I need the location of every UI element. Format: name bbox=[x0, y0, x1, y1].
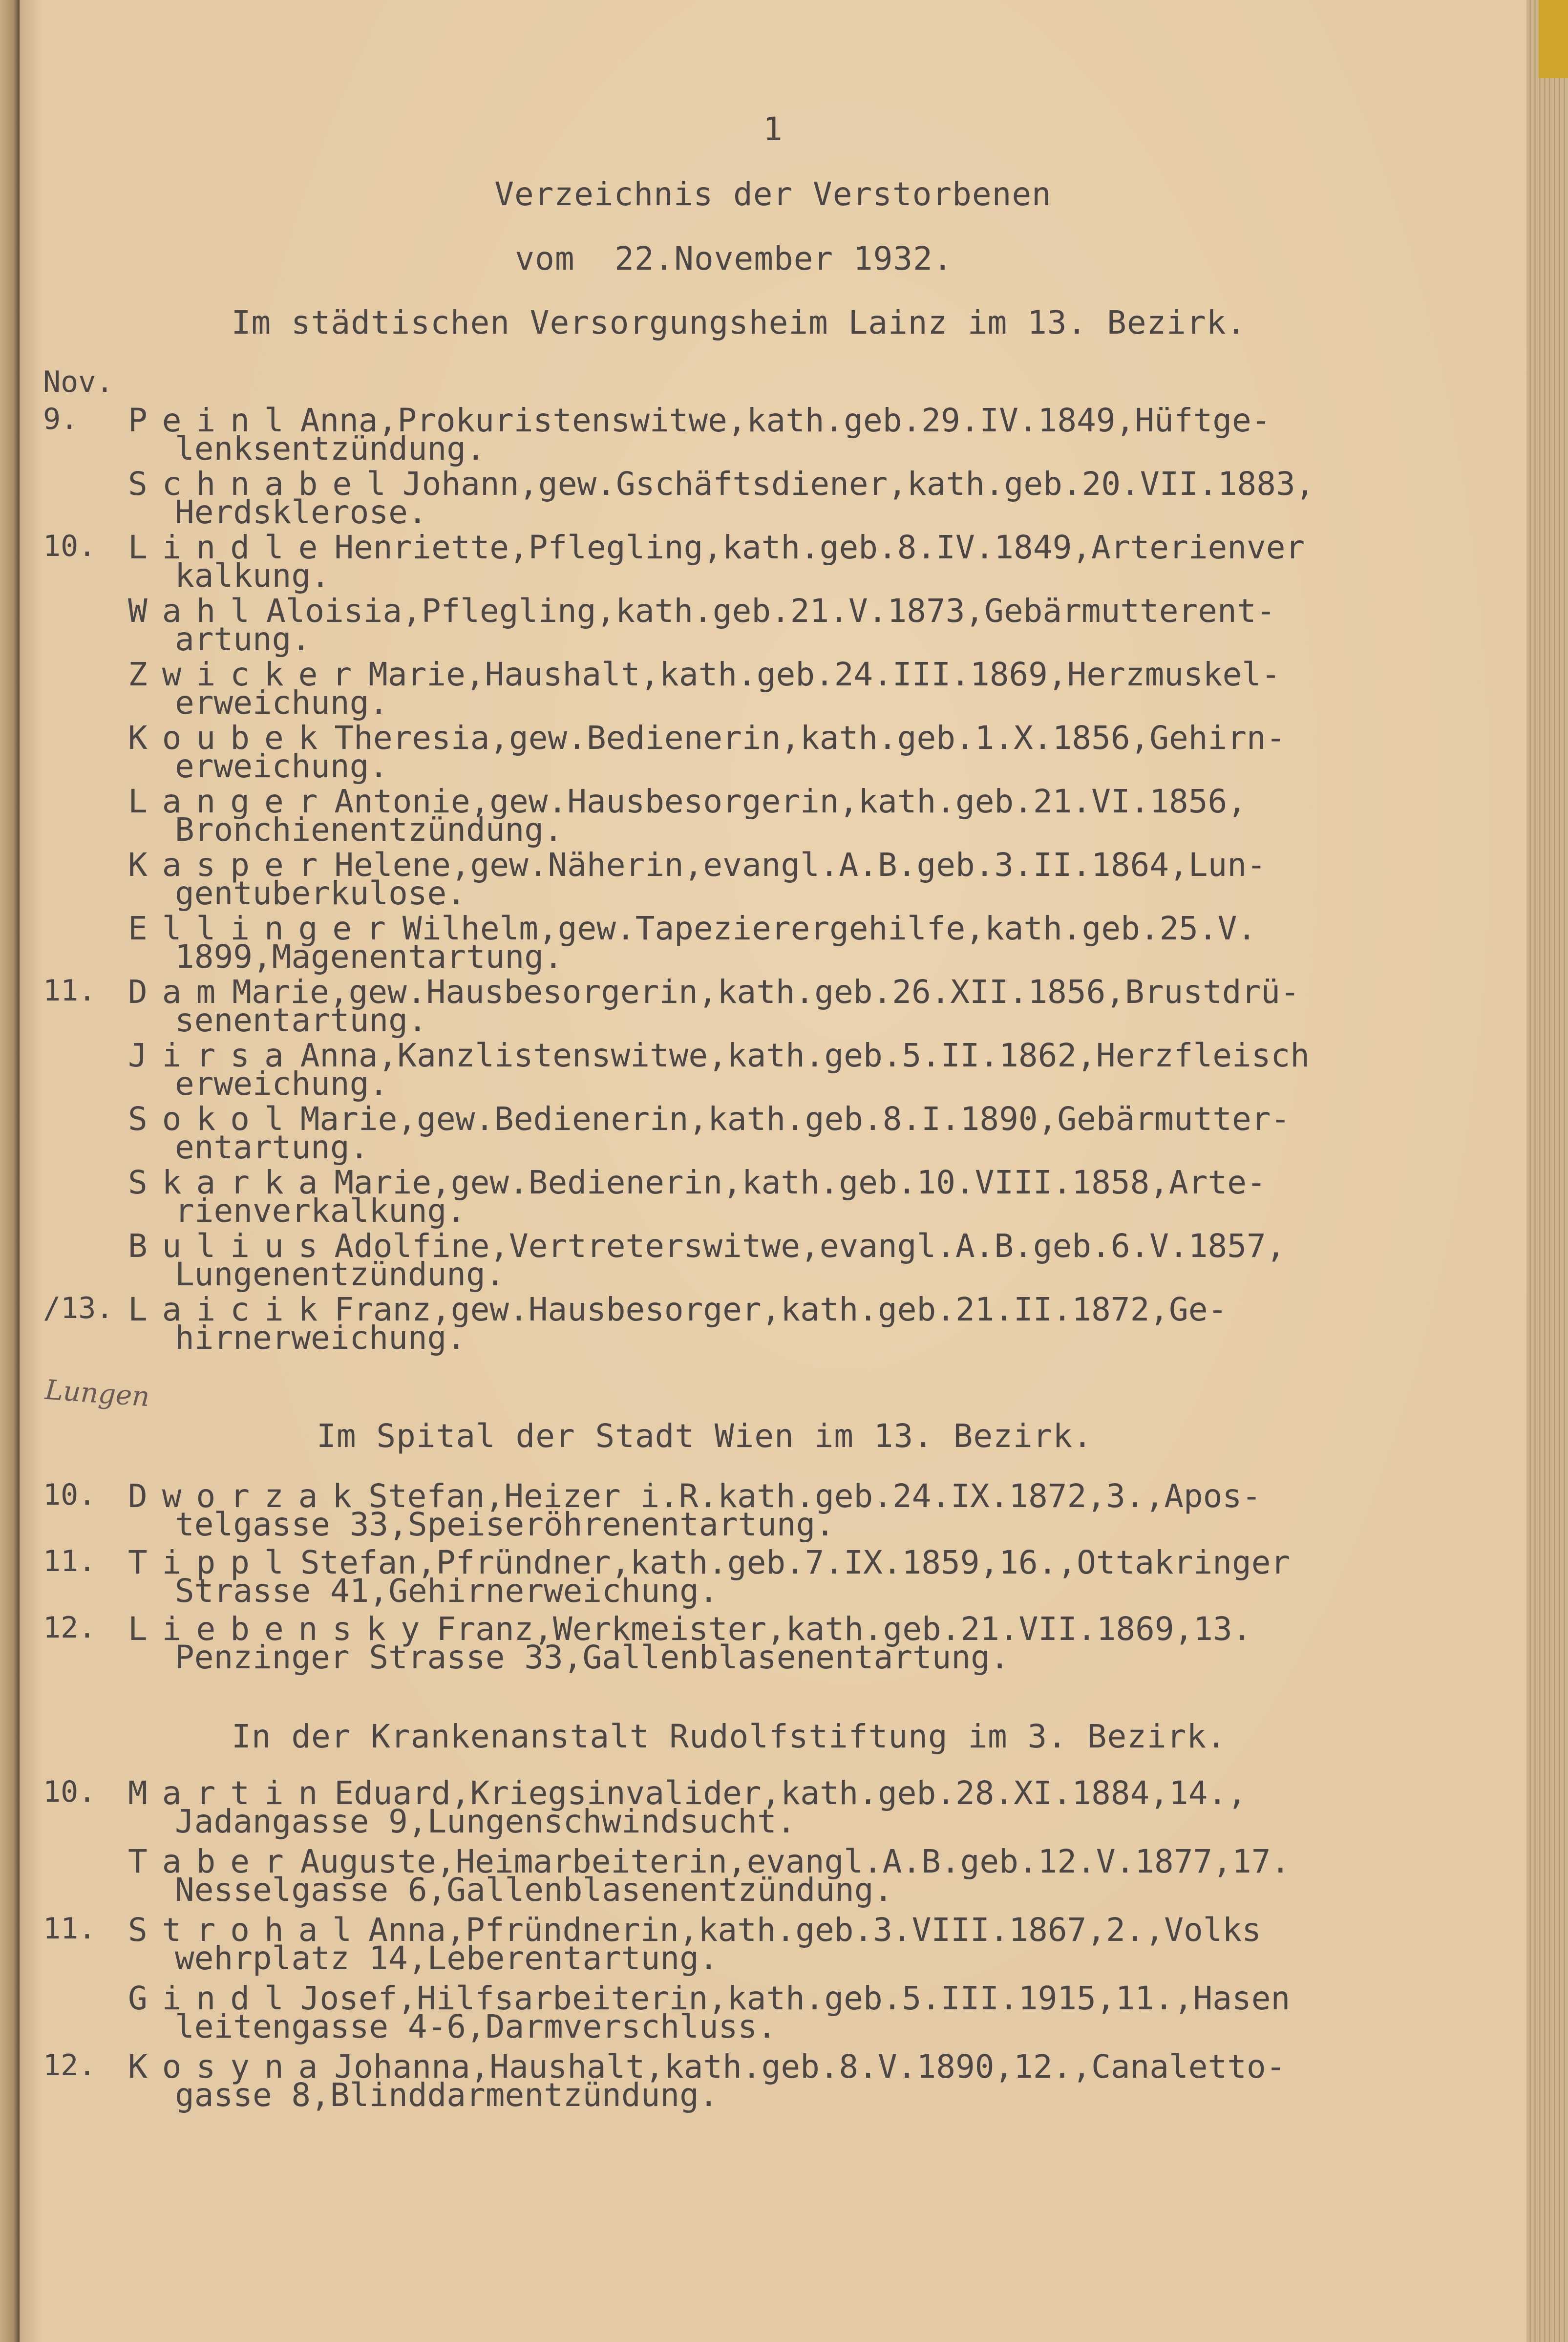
section-heading-rudolfstiftung: In der Krankenanstalt Rudolfstiftung im 3. Bezirk. bbox=[232, 1718, 1227, 1755]
entry-line-2: artung. bbox=[175, 620, 311, 658]
entry-details: Antonie,gew.Hausbesorgerin,kath.geb.21.VI.1856, bbox=[334, 783, 1247, 820]
entry-details: Henriette,Pflegling,kath.geb.8.IV.1849,Arterienver bbox=[334, 529, 1305, 566]
document-page bbox=[20, 0, 1526, 2342]
entry-details: Franz,gew.Hausbesorger,kath.geb.21.II.1872,Ge- bbox=[334, 1291, 1228, 1328]
surname: Bulius bbox=[128, 1227, 333, 1265]
entry-date: 9. bbox=[43, 402, 79, 436]
entry-details: Wilhelm,gew.Tapezierergehilfe,kath.geb.25.V. bbox=[402, 910, 1257, 947]
entry-details: Johann,gew.Gschäftsdiener,kath.geb.20.VII.1883, bbox=[402, 465, 1315, 503]
surname: Taber bbox=[128, 1843, 298, 1880]
entry-details: Marie,gew.Bedienerin,kath.geb.8.I.1890,Gebärmutter- bbox=[300, 1100, 1291, 1138]
entry-details: Anna,Prokuristenswitwe,kath.geb.29.IV.1849,Hüftge- bbox=[300, 402, 1271, 439]
surname: Langer bbox=[128, 783, 333, 820]
entry-line-2: Herdsklerose. bbox=[175, 493, 427, 531]
section-heading-spital: Im Spital der Stadt Wien im 13. Bezirk. bbox=[317, 1417, 1093, 1455]
entry-date: 12. bbox=[43, 1611, 96, 1645]
entry-details: Anna,Pfründnerin,kath.geb.3.VIII.1867,2.,Volks bbox=[368, 1911, 1261, 1949]
handwritten-note: Lungen bbox=[43, 1374, 151, 1413]
surname: Laicik bbox=[128, 1291, 333, 1328]
entry-details: Marie,gew.Bedienerin,kath.geb.10.VIII.1858,Arte- bbox=[334, 1164, 1266, 1201]
entry-line-2: Jadangasse 9,Lungenschwindsucht. bbox=[175, 1803, 796, 1840]
entry-details: Franz,Werkmeister,kath.geb.21.VII.1869,13. bbox=[436, 1610, 1252, 1648]
surname: Dam bbox=[128, 973, 231, 1011]
binder-tab bbox=[1539, 0, 1568, 78]
entry-line-2: Bronchienentzündung. bbox=[175, 811, 563, 849]
surname: Gindl bbox=[128, 1980, 298, 2017]
entry-line-2: erweichung. bbox=[175, 747, 389, 785]
entry-line-2: lenksentzündung. bbox=[175, 430, 486, 468]
surname: Ellinger bbox=[128, 910, 401, 947]
surname: Dworzak bbox=[128, 1477, 367, 1515]
surname: Zwicker bbox=[128, 656, 367, 693]
entry-details: Theresia,gew.Bedienerin,kath.geb.1.X.1856,Gehirn- bbox=[334, 719, 1286, 757]
entry-line-2: Nesselgasse 6,Gallenblasenentzündung. bbox=[175, 1871, 893, 1909]
entry-details: Adolfine,Vertreterswitwe,evangl.A.B.geb.6.V.1857, bbox=[334, 1227, 1286, 1265]
page-stack-edge bbox=[1526, 0, 1568, 2342]
entry-date: 12. bbox=[43, 2048, 96, 2083]
surname: Lindle bbox=[128, 529, 333, 566]
entry-details: Eduard,Kriegsinvalider,kath.geb.28.XI.1884,14., bbox=[334, 1774, 1247, 1812]
entry-details: Auguste,Heimarbeiterin,evangl.A.B.geb.12.V.1877,17. bbox=[300, 1843, 1291, 1880]
entry-line-2: senentartung. bbox=[175, 1001, 427, 1039]
surname: Wahl bbox=[128, 592, 264, 630]
surname: Schnabel bbox=[128, 465, 401, 503]
document-title: Verzeichnis der Verstorbenen bbox=[494, 175, 1052, 213]
entry-line-2: erweichung. bbox=[175, 684, 389, 722]
surname: Kosyna bbox=[128, 2048, 333, 2086]
entry-date: 11. bbox=[43, 1544, 96, 1578]
entry-line-2: Strasse 41,Gehirnerweichung. bbox=[175, 1572, 719, 1610]
entry-date: 11. bbox=[43, 974, 96, 1008]
page-number: 1 bbox=[763, 110, 783, 148]
entry-date: 10. bbox=[43, 1775, 96, 1809]
entry-line-2: 1899,Magenentartung. bbox=[175, 938, 563, 976]
entry-line-2: gasse 8,Blinddarmentzündung. bbox=[175, 2076, 719, 2114]
entry-details: Stefan,Pfründner,kath.geb.7.IX.1859,16.,Ottakringer bbox=[300, 1544, 1291, 1581]
entry-line-2: leitengasse 4-6,Darmverschluss. bbox=[175, 2008, 777, 2045]
surname: Sokol bbox=[128, 1100, 298, 1138]
entry-date: 10. bbox=[43, 529, 96, 563]
entry-date: 10. bbox=[43, 1478, 96, 1512]
surname: Kasper bbox=[128, 846, 333, 884]
surname: Martin bbox=[128, 1774, 333, 1812]
surname: Koubek bbox=[128, 719, 333, 757]
entry-line-2: kalkung. bbox=[175, 557, 330, 595]
surname: Strohal bbox=[128, 1911, 367, 1949]
entry-details: Aloisia,Pflegling,kath.geb.21.V.1873,Gebärmutterent- bbox=[266, 592, 1276, 630]
surname: Skarka bbox=[128, 1164, 333, 1201]
entry-details: Josef,Hilfsarbeiterin,kath.geb.5.III.1915,11.,Hasen bbox=[300, 1980, 1291, 2017]
surname: Peinl bbox=[128, 402, 298, 439]
entry-line-2: gentuberkulose. bbox=[175, 874, 466, 912]
entry-line-2: telgasse 33,Speiseröhrenentartung. bbox=[175, 1506, 835, 1543]
entry-details: Stefan,Heizer i.R.kath.geb.24.IX.1872,3.,Apos- bbox=[368, 1477, 1261, 1515]
entry-details: Johanna,Haushalt,kath.geb.8.V.1890,12.,Canaletto- bbox=[334, 2048, 1286, 2086]
entry-line-2: hirnerweichung. bbox=[175, 1319, 466, 1357]
surname: Liebensky bbox=[128, 1610, 435, 1648]
entry-line-2: Lungenentzündung. bbox=[175, 1256, 505, 1293]
previous-page-edge bbox=[0, 0, 20, 2342]
entry-date: /13. bbox=[43, 1291, 114, 1325]
entry-line-2: wehrplatz 14,Leberentartung. bbox=[175, 1939, 719, 1977]
document-subtitle: vom 22.November 1932. bbox=[515, 240, 953, 277]
entry-line-2: erweichung. bbox=[175, 1065, 389, 1103]
section-heading-lainz: Im städtischen Versorgungsheim Lainz im 13. Bezirk. bbox=[231, 304, 1247, 341]
entry-date: 11. bbox=[43, 1912, 96, 1946]
entry-details: Helene,gew.Näherin,evangl.A.B.geb.3.II.1864,Lun- bbox=[334, 846, 1266, 884]
entry-details: Marie,gew.Hausbesorgerin,kath.geb.26.XII.1856,Brustdrü- bbox=[232, 973, 1300, 1011]
month-label: Nov. bbox=[43, 365, 114, 399]
surname: Tippl bbox=[128, 1544, 298, 1581]
entry-line-2: entartung. bbox=[175, 1128, 369, 1166]
entry-details: Marie,Haushalt,kath.geb.24.III.1869,Herzmuskel- bbox=[368, 656, 1281, 693]
surname: Jirsa bbox=[128, 1037, 298, 1074]
entry-line-2: rienverkalkung. bbox=[175, 1192, 466, 1230]
entry-line-2: Penzinger Strasse 33,Gallenblasenentartung. bbox=[175, 1639, 1010, 1676]
entry-details: Anna,Kanzlistenswitwe,kath.geb.5.II.1862,Herzfleisch bbox=[300, 1037, 1310, 1074]
